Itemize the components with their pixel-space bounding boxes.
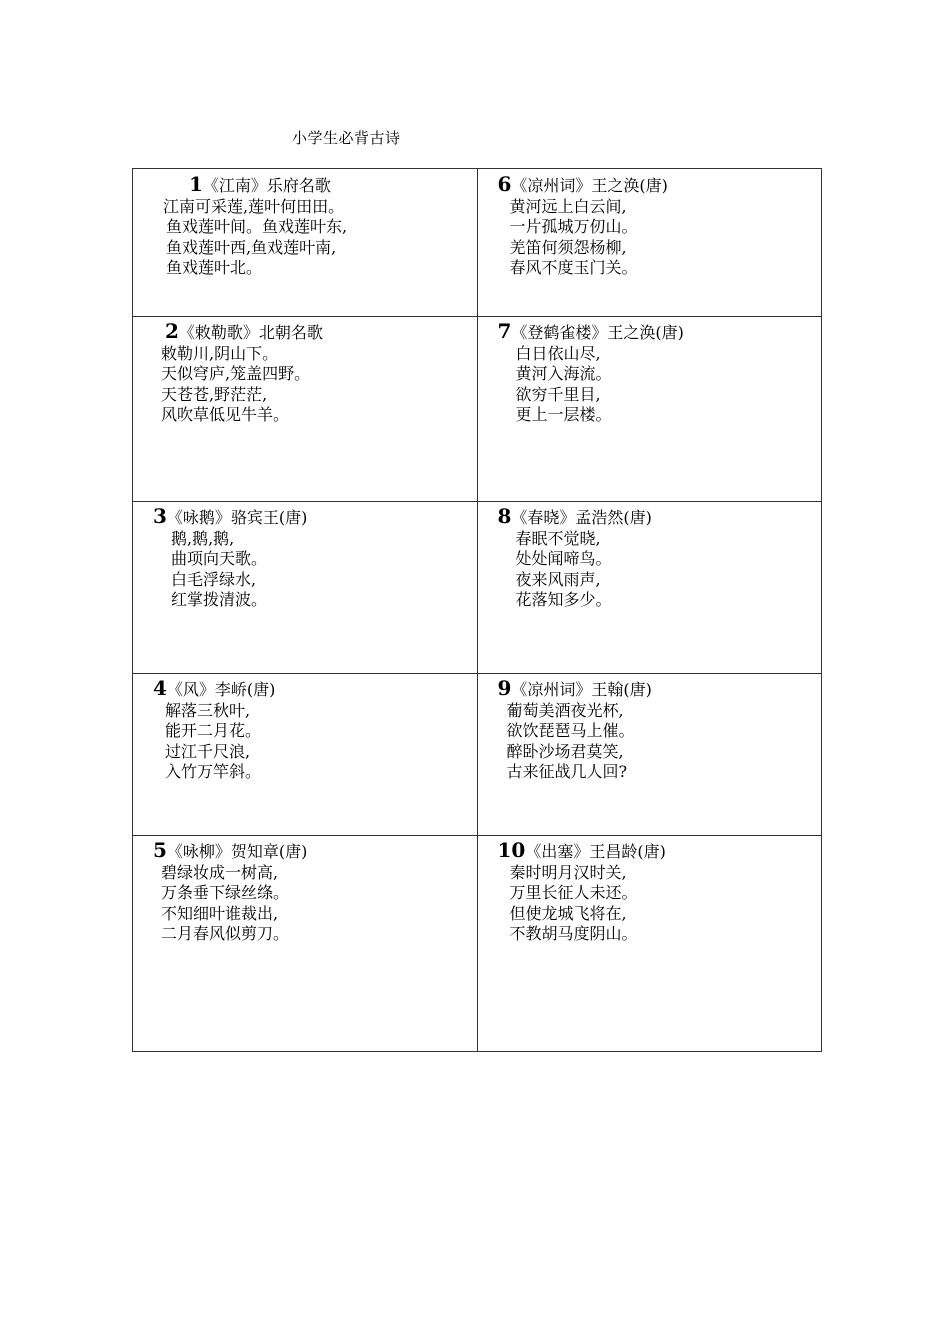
poem-line: 碧绿妆成一树高, xyxy=(161,862,279,882)
poem-line: 万条垂下绿丝绦。 xyxy=(161,883,290,902)
poem-line: 过江千尺浪, xyxy=(165,741,251,761)
poem-line: 曲项向天歌。 xyxy=(171,549,268,568)
poem-line: 红掌拨清波。 xyxy=(171,590,268,609)
poem-heading: 《春晓》孟浩然(唐) xyxy=(511,508,652,527)
poem-cell xyxy=(477,169,822,317)
poem-line: 敕勒川,阴山下。 xyxy=(161,343,279,363)
poem-line: 欲饮琵琶马上催。 xyxy=(506,721,635,740)
poem-line: 鹅,鹅,鹅, xyxy=(171,528,235,548)
poem-line: 鱼戏莲叶间。鱼戏莲叶东, xyxy=(166,217,348,236)
poem-line: 鱼戏莲叶西,鱼戏莲叶南, xyxy=(166,237,337,257)
poem-line: 更上一层楼。 xyxy=(515,405,612,424)
poem-line: 黄河入海流。 xyxy=(515,364,612,383)
poem-line: 江南可采莲,莲叶何田田。 xyxy=(163,196,345,216)
poem-heading: 《咏柳》贺知章(唐) xyxy=(166,842,308,861)
poem-heading: 《咏鹅》骆宾王(唐) xyxy=(166,508,308,527)
poem-heading: 《江南》乐府名歌 xyxy=(202,176,331,195)
poem-line: 处处闻啼鸟。 xyxy=(515,549,612,568)
poem-number: 3 xyxy=(153,504,167,528)
poem-heading: 《凉州词》王翰(唐) xyxy=(511,680,652,699)
poem-heading: 《凉州词》王之涣(唐) xyxy=(511,176,668,195)
poem-number: 4 xyxy=(153,676,167,700)
poem-heading: 《登鹤雀楼》王之涣(唐) xyxy=(511,323,684,342)
poem-line: 风吹草低见牛羊。 xyxy=(161,405,290,424)
poem-line: 醉卧沙场君莫笑, xyxy=(506,741,624,761)
poem-number: 2 xyxy=(165,319,179,343)
poem-line: 天苍苍,野茫茫, xyxy=(161,384,268,404)
poem-number: 7 xyxy=(497,319,512,343)
poem-line: 花落知多少。 xyxy=(515,590,612,609)
poem-heading: 《敕勒歌》北朝名歌 xyxy=(178,323,323,342)
poem-line: 古来征战几人回? xyxy=(506,762,628,781)
poem-cell xyxy=(477,674,822,836)
poem-line: 万里长征人未还。 xyxy=(509,883,638,902)
poem-line: 天似穹庐,笼盖四野。 xyxy=(161,364,311,383)
poem-line: 秦时明月汉时关, xyxy=(509,862,627,882)
poem-number: 1 xyxy=(189,172,203,196)
poem-line: 二月春风似剪刀。 xyxy=(161,924,290,943)
poem-line: 但使龙城飞将在, xyxy=(509,903,627,923)
poem-cell xyxy=(477,502,822,674)
poem-line: 一片孤城万仞山。 xyxy=(509,217,638,236)
poem-heading: 《出塞》王昌龄(唐) xyxy=(525,842,666,861)
poem-line: 解落三秋叶, xyxy=(165,700,251,720)
poem-cell xyxy=(133,169,478,317)
poem-line: 葡萄美酒夜光杯, xyxy=(506,700,624,720)
poem-line: 黄河远上白云间, xyxy=(509,196,627,216)
poem-cell xyxy=(133,317,478,502)
poem-line: 能开二月花。 xyxy=(165,721,262,740)
poem-line: 春风不度玉门关。 xyxy=(509,258,638,277)
poem-cell xyxy=(133,674,478,836)
poem-line: 不知细叶谁裁出, xyxy=(161,903,279,923)
poem-number: 8 xyxy=(497,504,512,528)
poem-line: 夜来风雨声, xyxy=(515,569,601,589)
poem-number: 5 xyxy=(153,838,167,862)
poem-line: 春眠不觉晓, xyxy=(515,528,601,548)
poem-cell xyxy=(133,836,478,1052)
document-title: 小学生必背古诗 xyxy=(292,129,401,147)
poem-line: 不教胡马度阴山。 xyxy=(509,924,638,943)
poem-line: 入竹万竿斜。 xyxy=(165,762,262,781)
poem-cell xyxy=(133,502,478,674)
poem-line: 白毛浮绿水, xyxy=(171,569,257,589)
poem-table xyxy=(132,168,822,1052)
poem-heading: 《风》李峤(唐) xyxy=(166,680,276,699)
poem-line: 白日依山尽, xyxy=(515,343,601,363)
poem-line: 鱼戏莲叶北。 xyxy=(166,258,263,277)
poem-number: 10 xyxy=(497,838,526,862)
poem-cell xyxy=(477,836,822,1052)
poem-number: 9 xyxy=(497,676,512,700)
poem-number: 6 xyxy=(497,172,512,196)
poem-cell xyxy=(477,317,822,502)
poem-line: 欲穷千里目, xyxy=(515,384,601,404)
poem-line: 羌笛何须怨杨柳, xyxy=(509,237,627,257)
